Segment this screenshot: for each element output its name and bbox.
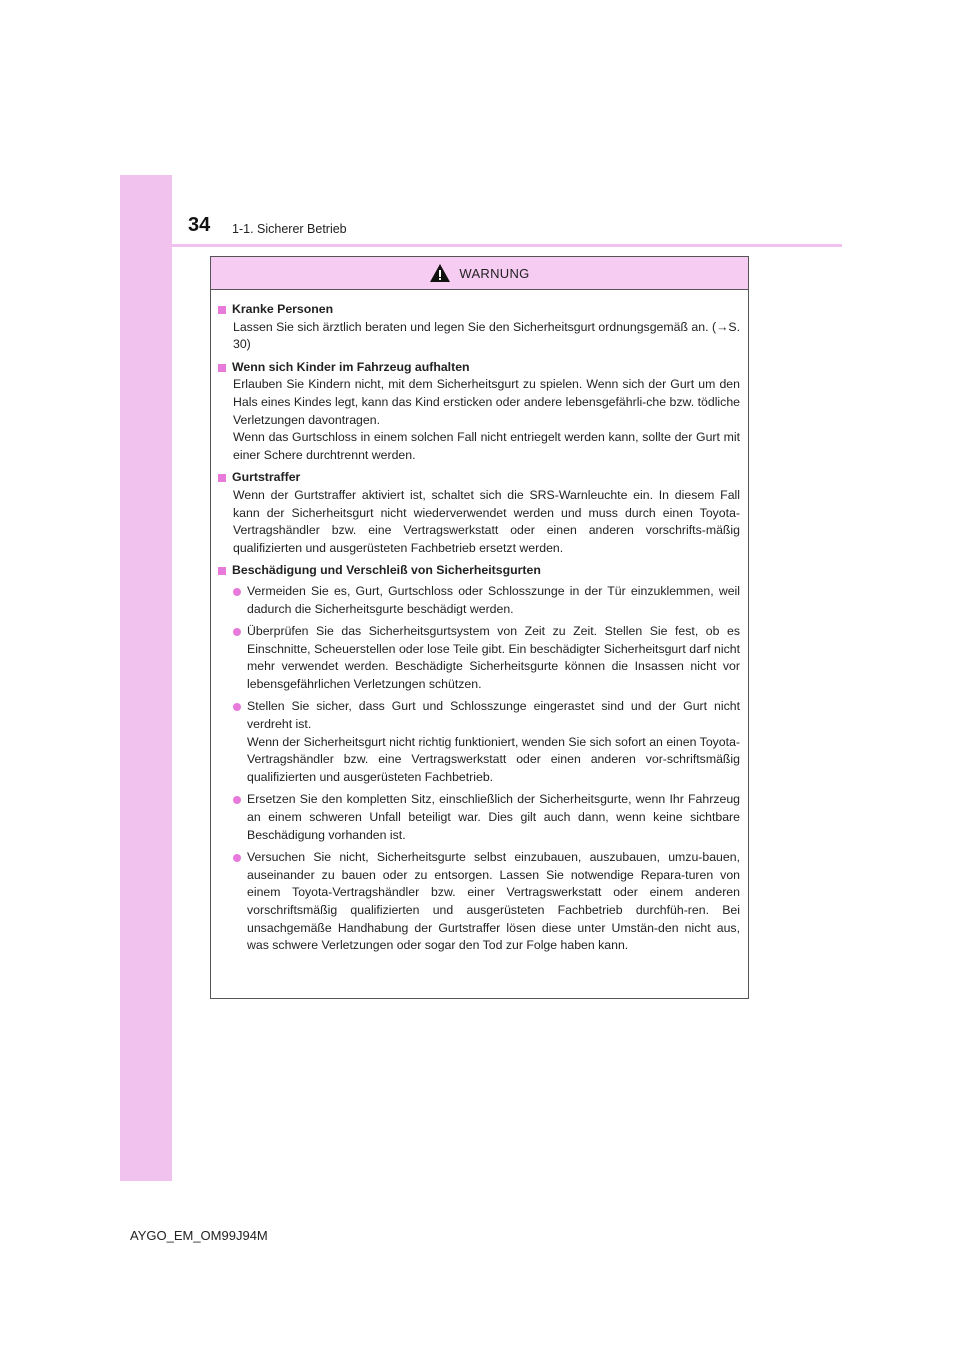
section-heading-text: Wenn sich Kinder im Fahrzeug aufhalten [232, 359, 470, 374]
round-bullet-icon [233, 588, 241, 596]
section-heading-text: Gurtstraffer [232, 470, 301, 485]
section-heading [218, 301, 740, 319]
square-bullet-icon [218, 567, 226, 575]
warning-box [210, 256, 749, 999]
square-bullet-icon [218, 474, 226, 482]
bullet-item [218, 849, 740, 955]
bullet-item [218, 583, 740, 618]
section-paragraph: Lassen Sie sich ärztlich beraten und legen Sie den Sicherheitsgurt ordnungsgemäß an. (→S. 30) [233, 319, 740, 352]
round-bullet-icon [233, 854, 241, 862]
bullet-text: Versuchen Sie nicht, Sicherheitsgurte selbst einzubauen, auszubauen, umzu-bauen, auseinander zu bauen oder zu entsorgen. Lassen Sie notwendige Repara-turen von einem Toyota-Vertragshändler bzw. einer Vertragswerkstatt oder einem anderen vorschriftsmäßig qualifizierten und ausgerüsteten Fachbetrieb durchfüh-ren. Bei unsachgemäße Handhabung der Gurtstraffer lösen diese unter Umstän-den nicht aus, was schwere Verletzungen oder sogar den Tod zur Folge haben kann. [247, 850, 740, 953]
section-title: 1-1. Sicherer Betrieb [232, 222, 347, 236]
warning-title: WARNUNG [459, 265, 530, 281]
warning-section [218, 301, 740, 354]
square-bullet-icon [218, 364, 226, 372]
section-heading-text: Beschädigung und Verschleiß von Sicherheitsgurten [232, 563, 541, 578]
section-heading [218, 469, 740, 487]
warning-section [218, 469, 740, 557]
round-bullet-icon [233, 703, 241, 711]
bullet-text: Überprüfen Sie das Sicherheitsgurtsystem von Zeit zu Zeit. Stellen Sie fest, ob es Einschnitte, Scheuerstellen oder lose Teile gibt. Ein beschädigter Sicherheitsgurt darf nicht mehr verwendet werden. Beschädigte Sicherheitsgurte können die Insassen nicht vor lebensgefährlichen Verletzungen schützen. [247, 624, 740, 691]
round-bullet-icon [233, 796, 241, 804]
warning-section [218, 359, 740, 465]
document-code: AYGO_EM_OM99J94M [130, 1228, 268, 1243]
square-bullet-icon [218, 306, 226, 314]
bullet-item [218, 698, 740, 786]
round-bullet-icon [233, 628, 241, 636]
page-number: 34 [188, 214, 211, 236]
section-heading-text: Kranke Personen [232, 302, 334, 316]
bullet-item [218, 623, 740, 693]
section-paragraph: Wenn der Gurtstraffer aktiviert ist, schaltet sich die SRS-Warnleuchte ein. In diesem Fall kann der Sicherheitsgurt nicht wiederverwendet werden und muss durch einen Toyota-Vertragshändler bzw. eine Vertragswerkstatt oder einen anderen vorschrifts-mäßig qualifizierten und ausgerüsteten Fachbetrieb ersetzt werden. [233, 487, 740, 555]
bullet-text: Stellen Sie sicher, dass Gurt und Schlosszunge eingerastet sind und der Gurt nicht verdreht ist. Wenn der Sicherheitsgurt nicht richtig funktioniert, wenden Sie sich sofort an einen Toyota-Vertragshändler bzw. eine Vertragswerkstatt oder einen anderen vor-schriftsmäßig qualifizierten und ausgerüsteten Fachbetrieb. [247, 699, 740, 784]
warning-triangle-icon [429, 263, 451, 283]
bullet-text: Ersetzen Sie den kompletten Sitz, einschließlich der Sicherheitsgurte, wenn Ihr Fahrzeug an einem schweren Unfall beteiligt war. Dies gilt auch dann, wenn keine sichtbare Beschädigung vorhanden ist. [247, 792, 740, 842]
warning-header [211, 257, 748, 290]
section-heading [218, 562, 740, 580]
warning-body [211, 290, 748, 955]
header-rule [172, 244, 842, 247]
warning-section [218, 562, 740, 954]
section-paragraph: Wenn das Gurtschloss in einem solchen Fall nicht entriegelt werden kann, sollte der Gurt mit einer Schere durchtrennt werden. [233, 430, 740, 462]
side-color-strip [120, 175, 172, 1181]
section-heading [218, 359, 740, 377]
section-paragraph: Erlauben Sie Kindern nicht, mit dem Sicherheitsgurt zu spielen. Wenn sich der Gurt um den Hals eines Kindes legt, kann das Kind ersticken oder andere lebensgefährli-che bzw. tödliche Verletzungen davontragen. [233, 377, 740, 427]
bullet-item [218, 791, 740, 844]
bullet-text: Vermeiden Sie es, Gurt, Gurtschloss oder Schlosszunge in der Tür einzuklemmen, weil dadurch die Sicherheitsgurte beschädigt werden. [247, 583, 740, 616]
